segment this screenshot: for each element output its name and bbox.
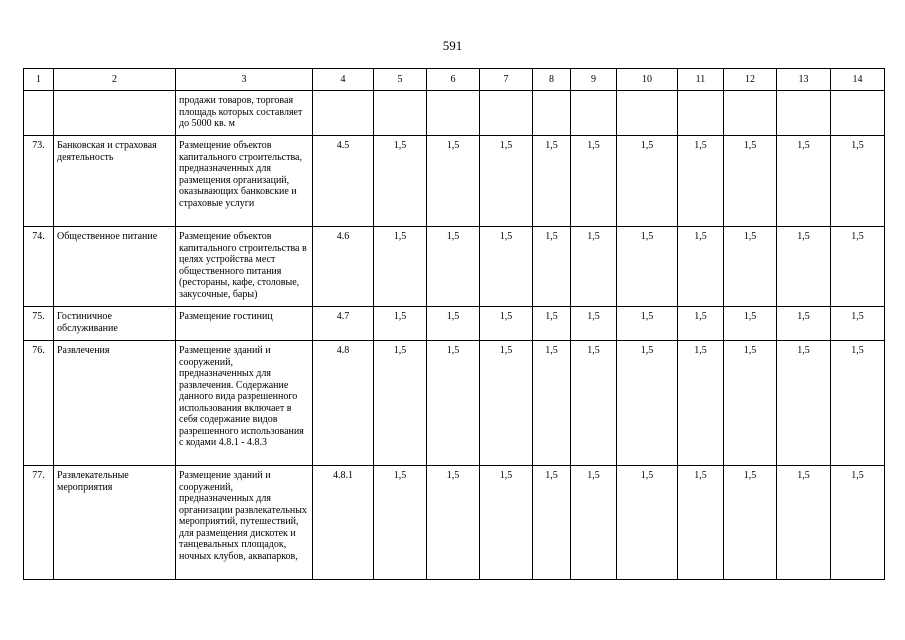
coefficient-value: 1,5 xyxy=(617,466,678,580)
coefficient-value xyxy=(724,91,777,136)
zoning-table xyxy=(23,68,885,580)
use-type-name: Банковская и страховая деятельность xyxy=(54,136,176,227)
row-number: 74. xyxy=(24,227,54,307)
table-row xyxy=(24,307,885,341)
coefficient-value: 1,5 xyxy=(777,466,831,580)
coefficient-value: 1,5 xyxy=(571,136,617,227)
coefficient-value xyxy=(571,91,617,136)
column-header: 12 xyxy=(724,69,777,91)
coefficient-value: 1,5 xyxy=(831,227,885,307)
table-row xyxy=(24,466,885,580)
coefficient-value: 1,5 xyxy=(374,307,427,341)
coefficient-value: 1,5 xyxy=(617,341,678,466)
coefficient-value: 1,5 xyxy=(831,136,885,227)
table-row xyxy=(24,227,885,307)
use-type-name: Развлечения xyxy=(54,341,176,466)
coefficient-value: 1,5 xyxy=(427,307,480,341)
coefficient-value: 1,5 xyxy=(617,227,678,307)
table-row xyxy=(24,91,885,136)
coefficient-value: 1,5 xyxy=(777,307,831,341)
coefficient-value: 1,5 xyxy=(374,227,427,307)
coefficient-value: 1,5 xyxy=(533,136,571,227)
column-header: 4 xyxy=(313,69,374,91)
column-header: 7 xyxy=(480,69,533,91)
coefficient-value: 1,5 xyxy=(617,307,678,341)
coefficient-value: 1,5 xyxy=(678,136,724,227)
coefficient-value: 1,5 xyxy=(427,466,480,580)
column-header: 1 xyxy=(24,69,54,91)
column-header: 10 xyxy=(617,69,678,91)
coefficient-value: 1,5 xyxy=(777,227,831,307)
coefficient-value: 1,5 xyxy=(617,136,678,227)
use-type-description: Размещение гостиниц xyxy=(176,307,313,341)
use-type-name: Общественное питание xyxy=(54,227,176,307)
coefficient-value: 1,5 xyxy=(678,341,724,466)
coefficient-value: 1,5 xyxy=(374,466,427,580)
use-type-description: Размещение объектов капитального строительства в целях устройства мест общественного питания (рестораны, кафе, столовые, закусочные, бары) xyxy=(176,227,313,307)
coefficient-value xyxy=(480,91,533,136)
row-number: 76. xyxy=(24,341,54,466)
use-type-description: продажи товаров, торговая площадь которых составляет до 5000 кв. м xyxy=(176,91,313,136)
row-number: 75. xyxy=(24,307,54,341)
use-type-description: Размещение зданий и сооружений, предназначенных для организации развлекательных мероприятий, путешествий, для размещения дискотек и танцевальных площадок, ночных клубов, аквапарков, xyxy=(176,466,313,580)
coefficient-value: 1,5 xyxy=(427,341,480,466)
coefficient-value: 1,5 xyxy=(831,307,885,341)
use-type-description: Размещение объектов капитального строительства, предназначенных для размещения организаций, оказывающих банковские и страховые услуги xyxy=(176,136,313,227)
use-type-description: Размещение зданий и сооружений, предназначенных для развлечения. Содержание данного вида разрешенного использования включает в себя содержание видов разрешенного использования с кодами 4.8.1 - 4.8.3 xyxy=(176,341,313,466)
coefficient-value: 1,5 xyxy=(724,307,777,341)
coefficient-value: 1,5 xyxy=(777,136,831,227)
coefficient-value xyxy=(831,91,885,136)
column-header: 14 xyxy=(831,69,885,91)
use-type-name: Развлекательные мероприятия xyxy=(54,466,176,580)
coefficient-value: 1,5 xyxy=(374,341,427,466)
use-type-code: 4.8.1 xyxy=(313,466,374,580)
column-header: 5 xyxy=(374,69,427,91)
use-type-name xyxy=(54,91,176,136)
coefficient-value: 1,5 xyxy=(571,341,617,466)
coefficient-value xyxy=(617,91,678,136)
coefficient-value: 1,5 xyxy=(374,136,427,227)
use-type-code: 4.6 xyxy=(313,227,374,307)
coefficient-value: 1,5 xyxy=(724,341,777,466)
coefficient-value: 1,5 xyxy=(724,136,777,227)
use-type-code xyxy=(313,91,374,136)
coefficient-value: 1,5 xyxy=(480,136,533,227)
table-row xyxy=(24,136,885,227)
use-type-code: 4.5 xyxy=(313,136,374,227)
coefficient-value: 1,5 xyxy=(427,227,480,307)
coefficient-value: 1,5 xyxy=(480,341,533,466)
table-header-row xyxy=(24,69,885,91)
use-type-code: 4.7 xyxy=(313,307,374,341)
column-header: 2 xyxy=(54,69,176,91)
coefficient-value: 1,5 xyxy=(571,466,617,580)
page-number: 591 xyxy=(442,38,463,53)
row-number: 77. xyxy=(24,466,54,580)
coefficient-value: 1,5 xyxy=(480,227,533,307)
column-header: 13 xyxy=(777,69,831,91)
coefficient-value: 1,5 xyxy=(480,466,533,580)
coefficient-value: 1,5 xyxy=(678,227,724,307)
coefficient-value: 1,5 xyxy=(724,227,777,307)
coefficient-value xyxy=(777,91,831,136)
use-type-code: 4.8 xyxy=(313,341,374,466)
row-number xyxy=(24,91,54,136)
coefficient-value xyxy=(533,91,571,136)
coefficient-value: 1,5 xyxy=(533,341,571,466)
coefficient-value: 1,5 xyxy=(831,466,885,580)
coefficient-value: 1,5 xyxy=(571,227,617,307)
coefficient-value: 1,5 xyxy=(533,227,571,307)
coefficient-value xyxy=(427,91,480,136)
coefficient-value: 1,5 xyxy=(724,466,777,580)
coefficient-value: 1,5 xyxy=(571,307,617,341)
coefficient-value xyxy=(374,91,427,136)
coefficient-value: 1,5 xyxy=(427,136,480,227)
column-header: 3 xyxy=(176,69,313,91)
use-type-name: Гостиничное обслуживание xyxy=(54,307,176,341)
column-header: 8 xyxy=(533,69,571,91)
coefficient-value: 1,5 xyxy=(777,341,831,466)
column-header: 6 xyxy=(427,69,480,91)
coefficient-value: 1,5 xyxy=(533,307,571,341)
coefficient-value: 1,5 xyxy=(533,466,571,580)
table-row xyxy=(24,341,885,466)
column-header: 9 xyxy=(571,69,617,91)
coefficient-value: 1,5 xyxy=(831,341,885,466)
coefficient-value: 1,5 xyxy=(480,307,533,341)
row-number: 73. xyxy=(24,136,54,227)
coefficient-value: 1,5 xyxy=(678,466,724,580)
coefficient-value: 1,5 xyxy=(678,307,724,341)
column-header: 11 xyxy=(678,69,724,91)
coefficient-value xyxy=(678,91,724,136)
